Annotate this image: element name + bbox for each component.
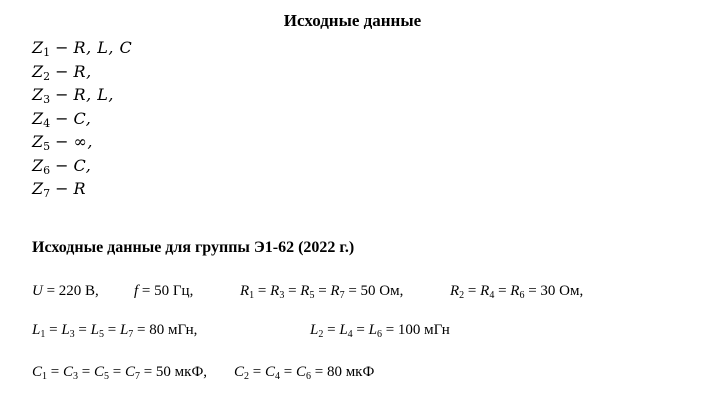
resistance-even-formula: $R_2 = R_4 = R_6 = 30$ Ом, [450, 283, 584, 301]
impedance-symbol: Z [32, 108, 44, 128]
dash-sign: − [55, 38, 69, 57]
frequency-param: f = 50 Гц, [134, 283, 194, 299]
formula-term: $C_4$ [264, 364, 280, 382]
impedance-index: 1 [43, 46, 51, 59]
impedance-line [32, 60, 132, 84]
impedance-value: R, L, [73, 85, 114, 104]
impedance-index: 2 [43, 69, 51, 83]
impedance-value: ∞, [73, 132, 93, 151]
impedance-line [32, 83, 132, 107]
impedance-list [32, 36, 132, 201]
formula-term: $L_3$ [61, 322, 75, 340]
formula-term: $L_2$ [310, 322, 324, 340]
impedance-symbol: Z [32, 179, 44, 198]
dash-sign: − [55, 61, 69, 81]
impedance-symbol: Z [32, 132, 44, 151]
formula-term: $L_1$ [32, 322, 46, 340]
dash-sign: − [55, 132, 69, 151]
resistance-odd-formula: $R_1 = R_3 = R_5 = R_7 = 50$ Ом, [240, 283, 404, 301]
impedance-value: C, [73, 108, 92, 128]
capacitance-odd-formula: $C_1 = C_3 = C_5 = C_7 = 50$ мкФ, [32, 364, 208, 382]
impedance-value: R, L, C [73, 38, 133, 57]
impedance-index: 3 [43, 93, 51, 106]
formula-term: $R_5$ [300, 283, 315, 301]
formula-term: $R_7$ [330, 283, 345, 301]
inductance-odd-formula: $L_1 = L_3 = L_5 = L_7 = 80$ мГн, [32, 322, 198, 340]
impedance-symbol: Z [32, 61, 44, 81]
formula-term: $C_5$ [93, 364, 109, 382]
formula-value: = 50 Ом, [344, 283, 404, 299]
impedance-index: 7 [43, 187, 51, 200]
impedance-value: R, [73, 61, 92, 81]
capacitance-even-formula: $C_2 = C_4 = C_6 = 80$ мкФ [234, 364, 375, 382]
formula-term: $R_6$ [510, 283, 525, 301]
formula-value: = 100 мГн [381, 322, 450, 338]
formula-value: = 30 Ом, [524, 283, 584, 299]
inductance-even-formula: $L_2 = L_4 = L_6 = 100$ мГн [310, 322, 450, 340]
formula-term: $R_3$ [270, 283, 285, 301]
formula-term: $C_2$ [234, 364, 250, 382]
voltage-param: U = 220 В, [32, 283, 99, 299]
impedance-line [32, 154, 132, 178]
impedance-line [32, 36, 132, 60]
impedance-index: 6 [43, 163, 51, 177]
formula-term: $R_2$ [450, 283, 465, 301]
dash-sign: − [55, 85, 69, 104]
formula-term: $L_5$ [90, 322, 104, 340]
formula-term: $C_1$ [32, 364, 48, 382]
dash-sign: − [55, 155, 69, 175]
formula-term: $R_1$ [240, 283, 255, 301]
impedance-index: 5 [43, 140, 51, 153]
impedance-line [32, 177, 132, 201]
formula-term: $L_6$ [368, 322, 382, 340]
impedance-value: R [73, 179, 87, 198]
formula-term: $C_7$ [124, 364, 140, 382]
formula-value: = 50 мкФ, [139, 364, 208, 380]
impedance-symbol: Z [32, 85, 44, 104]
impedance-symbol: Z [32, 155, 44, 175]
document-title: Исходные данные [283, 11, 422, 30]
formula-term: $R_4$ [480, 283, 495, 301]
impedance-symbol: Z [32, 38, 44, 57]
formula-value: = 80 мкФ [310, 364, 375, 380]
impedance-line [32, 130, 132, 154]
impedance-value: C, [73, 155, 92, 175]
dash-sign: − [55, 179, 69, 198]
impedance-index: 4 [43, 116, 51, 130]
formula-term: $C_6$ [295, 364, 311, 382]
formula-term: $L_4$ [339, 322, 353, 340]
formula-term: $L_7$ [119, 322, 134, 340]
formula-term: $C_3$ [62, 364, 78, 382]
group-heading: Исходные данные для группы Э1-62 (2022 г.) [32, 239, 355, 256]
impedance-line [32, 107, 132, 131]
formula-value: = 80 мГн, [133, 322, 198, 338]
dash-sign: − [55, 108, 69, 128]
